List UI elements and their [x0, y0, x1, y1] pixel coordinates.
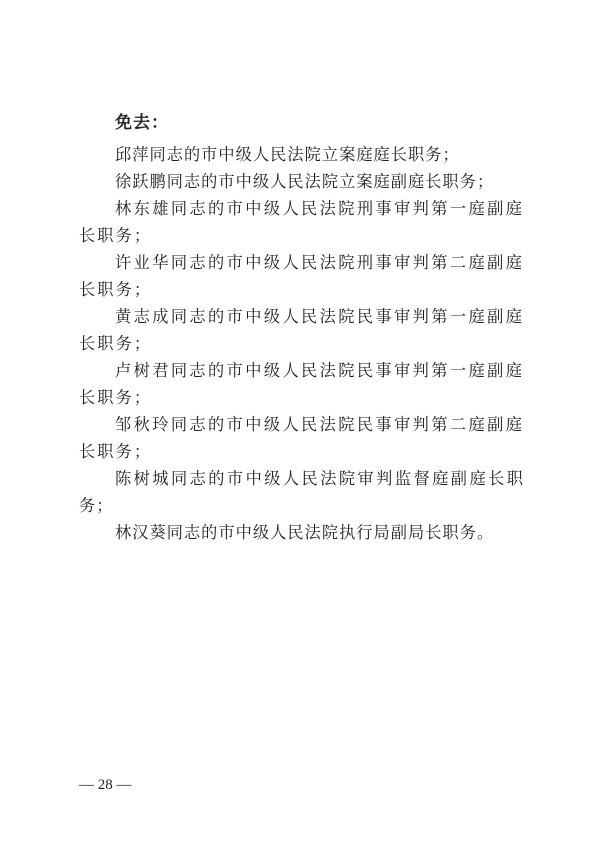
list-item: 黄志成同志的市中级人民法院民事审判第一庭副庭长职务；: [79, 307, 524, 353]
list-item: 林东雄同志的市中级人民法院刑事审判第一庭副庭长职务；: [79, 199, 524, 245]
list-item: 邹秋玲同志的市中级人民法院民事审判第二庭副庭长职务；: [79, 415, 524, 461]
page-number: — 28 —: [79, 777, 132, 793]
document-body: [79, 112, 524, 546]
list-item: 徐跃鹏同志的市中级人民法院立案庭副庭长职务；: [115, 172, 495, 191]
list-item: 许业华同志的市中级人民法院刑事审判第二庭副庭长职务；: [79, 253, 524, 299]
list-item: 邱萍同志的市中级人民法院立案庭庭长职务；: [115, 145, 460, 164]
list-item: 陈树城同志的市中级人民法院审判监督庭副庭长职务；: [79, 469, 524, 515]
section-heading: 免去：: [115, 113, 169, 133]
list-item: 林汉葵同志的市中级人民法院执行局副局长职务。: [115, 523, 495, 542]
list-item: 卢树君同志的市中级人民法院民事审判第一庭副庭长职务；: [79, 361, 524, 407]
